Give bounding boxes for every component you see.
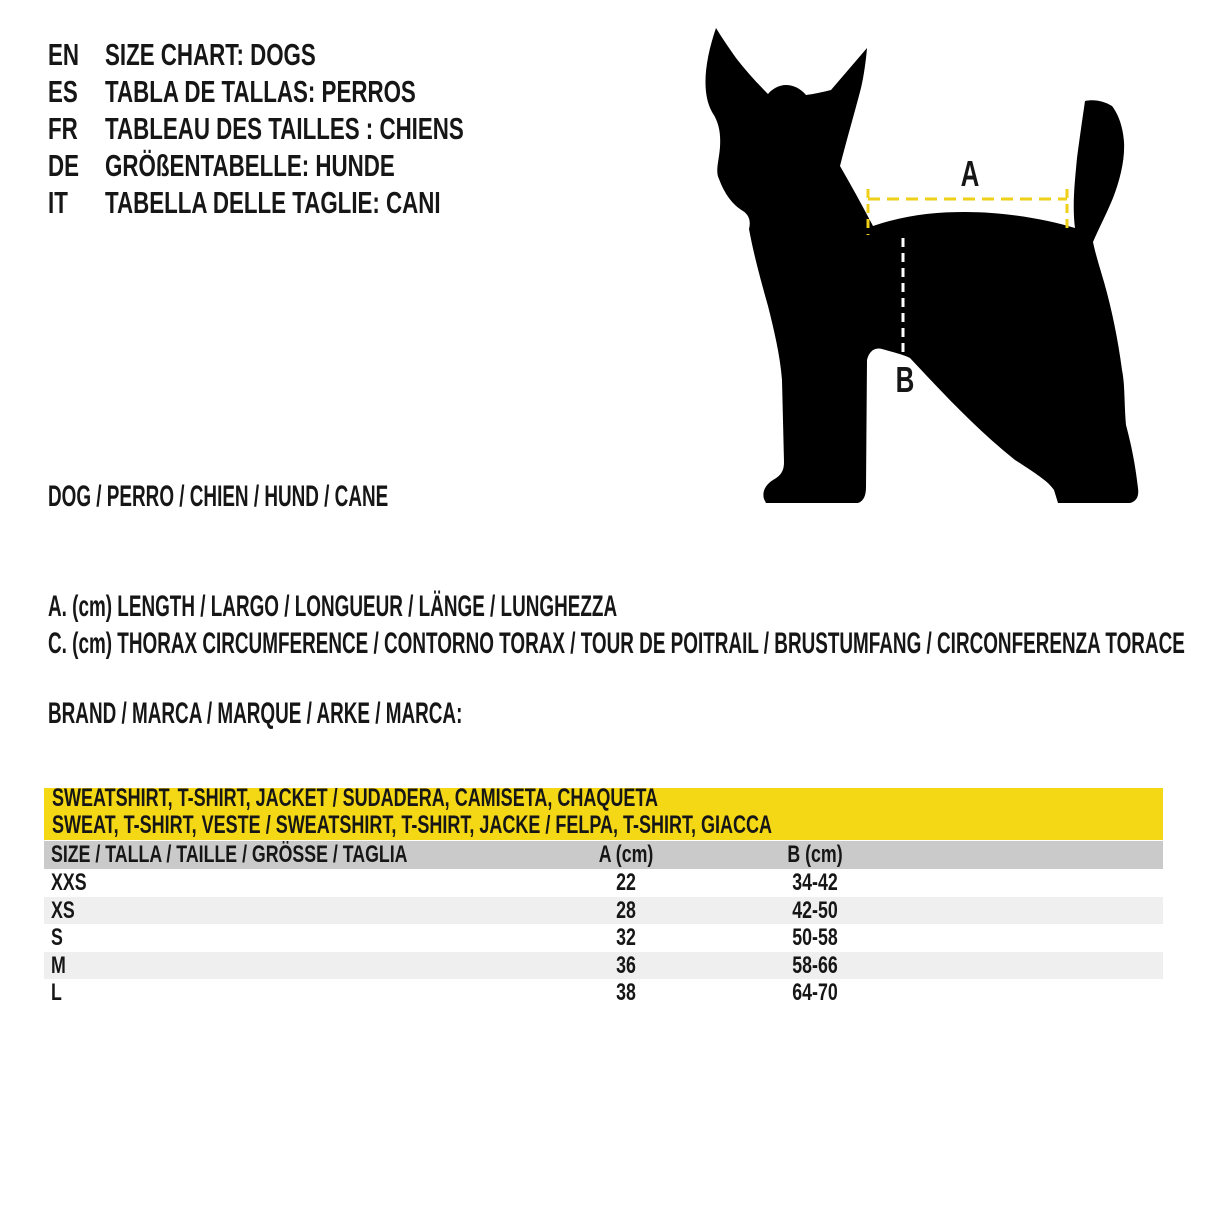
language-label: TABELLA DELLE TAGLIE: CANI <box>105 185 441 220</box>
table-row <box>44 952 1163 980</box>
cell-b: 50-58 <box>792 924 838 951</box>
brand-line: BRAND / MARCA / MARQUE / ARKE / MARCA: <box>48 697 463 730</box>
table-header-row <box>44 841 1163 869</box>
legend-line-a: A. (cm) LENGTH / LARGO / LONGUEUR / LÄNGE / LUNGHEZZA <box>48 590 618 623</box>
legend-line-c: C. (cm) THORAX CIRCUMFERENCE / CONTORNO TORAX / TOUR DE POITRAIL / BRUSTUMFANG / CIRCONFERENZA TORACE <box>48 627 1185 660</box>
language-code: DE <box>48 148 80 183</box>
banner-line-1: SWEATSHIRT, T-SHIRT, JACKET / SUDADERA, CAMISETA, CHAQUETA <box>52 784 659 812</box>
language-code: EN <box>48 37 80 72</box>
cell-size: XXS <box>51 869 87 896</box>
table-row <box>44 924 1163 952</box>
table-row <box>44 979 1163 1007</box>
cell-b: 64-70 <box>792 979 838 1006</box>
table-row <box>44 897 1163 925</box>
cell-size: L <box>51 979 62 1006</box>
language-label: TABLA DE TALLAS: PERROS <box>105 74 416 109</box>
measure-a-label: A <box>960 153 980 194</box>
language-label: GRÖßENTABELLE: HUNDE <box>105 148 395 183</box>
cell-a: 38 <box>616 979 636 1006</box>
cell-size: XS <box>51 896 75 924</box>
cell-a: 32 <box>616 924 636 951</box>
col-b-header: B (cm) <box>787 841 843 868</box>
measure-b-label: B <box>895 359 915 400</box>
col-size-header: SIZE / TALLA / TAILLE / GRÖSSE / TAGLIA <box>51 841 408 868</box>
cell-a: 36 <box>616 951 636 979</box>
cell-size: M <box>51 951 66 979</box>
language-label: TABLEAU DES TAILLES : CHIENS <box>105 111 464 146</box>
col-a-header: A (cm) <box>598 841 654 868</box>
cell-b: 58-66 <box>792 951 838 979</box>
dog-silhouette <box>705 28 1138 503</box>
cell-a: 28 <box>616 896 636 924</box>
language-code: FR <box>48 111 78 146</box>
banner-line-2: SWEAT, T-SHIRT, VESTE / SWEATSHIRT, T-SHIRT, JACKE / FELPA, T-SHIRT, GIACCA <box>52 811 773 839</box>
language-code: ES <box>48 74 78 109</box>
cell-size: S <box>51 924 63 951</box>
language-label: SIZE CHART: DOGS <box>105 37 316 72</box>
table-row <box>44 869 1163 897</box>
cell-a: 22 <box>616 869 636 896</box>
language-code: IT <box>48 185 68 220</box>
cell-b: 42-50 <box>792 896 838 924</box>
animal-caption: DOG / PERRO / CHIEN / HUND / CANE <box>48 480 389 513</box>
cell-b: 34-42 <box>792 869 838 896</box>
